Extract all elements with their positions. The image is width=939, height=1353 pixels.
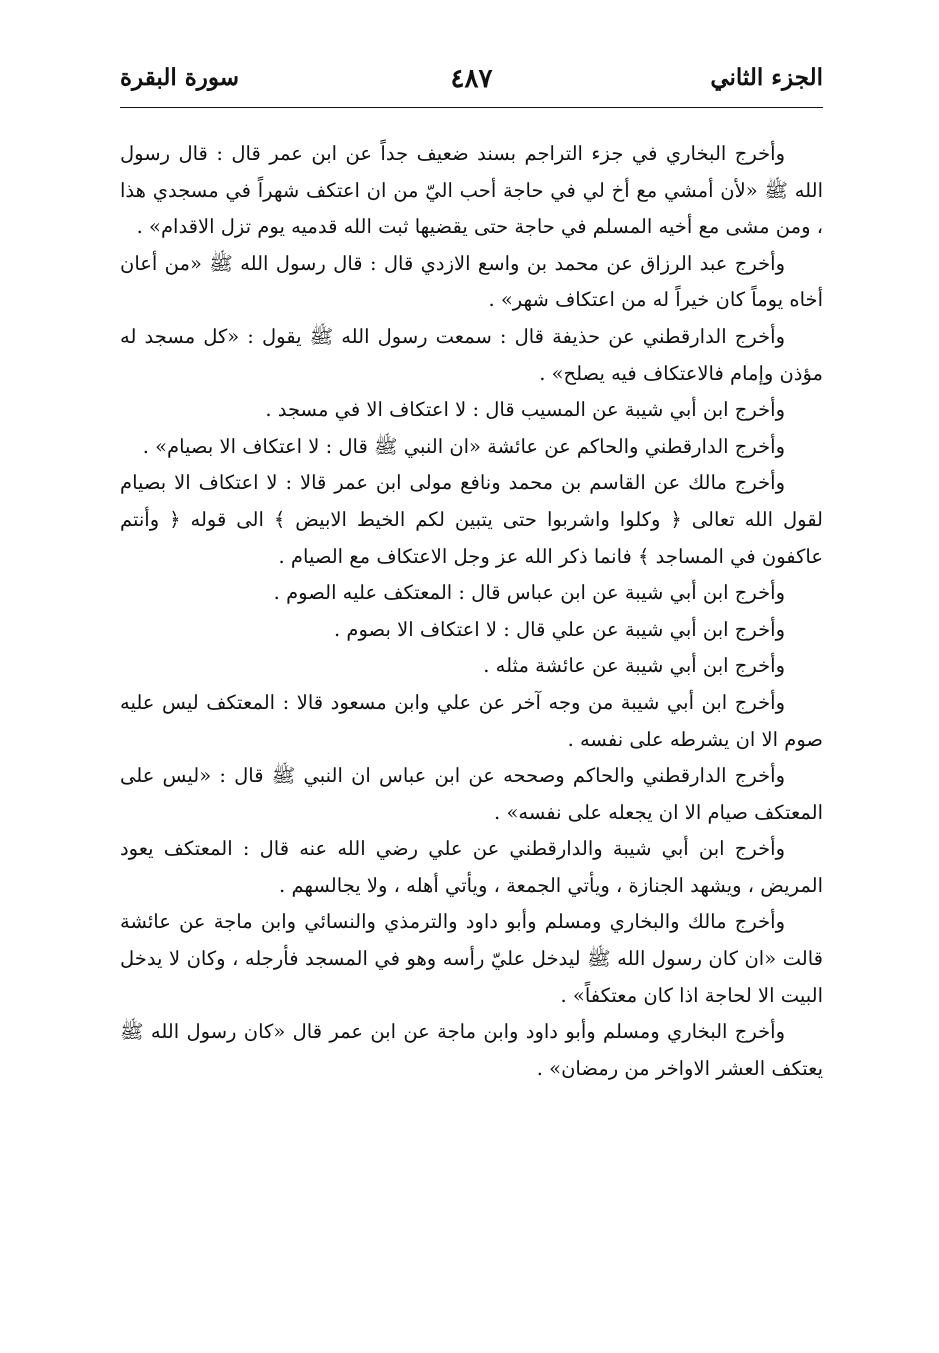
paragraph: وأخرج الدارقطني والحاكم وصححه عن ابن عباس ان النبي ﷺ قال : «ليس على المعتكف صيام الا ان يجعله على نفسه» . [120,764,823,824]
paragraph: وأخرج ابن أبي شيبة والدارقطني عن علي رضي الله عنه قال : المعتكف يعود المريض ، ويشهد الجنازة ، ويأتي الجمعة ، ويأتي أهله ، ولا يجالسهم . [120,837,823,897]
paragraph: وأخرج ابن أبي شيبة عن علي قال : لا اعتكاف الا بصوم . [334,617,785,641]
paragraph: وأخرج ابن أبي شيبة عن عائشة مثله . [483,654,785,678]
part-title: الجزء الثاني [710,64,823,91]
paragraph: وأخرج عبد الرزاق عن محمد بن واسع الازدي قال : قال رسول الله ﷺ «من أعان أخاه يوماً كان خيراً له من اعتكاف شهر» . [120,251,823,312]
paragraph: وأخرج ابن أبي شيبة من وجه آخر عن علي وابن مسعود قالا : المعتكف ليس عليه صوم الا ان يشرطه على نفسه . [120,690,823,751]
paragraph: وأخرج الدارقطني عن حذيفة قال : سمعت رسول الله ﷺ يقول : «كل مسجد له مؤذن وإمام فالاعتكاف فيه يصلح» . [120,324,823,385]
paragraph: وأخرج البخاري ومسلم وأبو داود وابن ماجة عن ابن عمر قال «كان رسول الله ﷺ يعتكف العشر الاواخر من رمضان» . [120,1020,823,1080]
running-head [120,64,823,104]
paragraph: وأخرج ابن أبي شيبة عن ابن عباس قال : المعتكف عليه الصوم . [273,581,785,605]
surah-title: سورة البقرة [120,64,240,91]
paragraph: وأخرج الدارقطني والحاكم عن عائشة «ان النبي ﷺ قال : لا اعتكاف الا بصيام» . [142,434,785,458]
main-text [120,136,823,1087]
header-divider [120,107,823,108]
paragraph: وأخرج ابن أبي شيبة عن المسيب قال : لا اعتكاف الا في مسجد . [265,398,785,422]
paragraph: وأخرج مالك عن القاسم بن محمد ونافع مولى ابن عمر قالا : لا اعتكاف الا بصيام لقول الله تعالى ﴿ وكلوا واشربوا حتى يتبين لكم الخيط الابيض ﴾ الى قوله ﴿ وأنتم عاكفون في المساجد ﴾ فانما ذكر الله عز وجل الاعتكاف مع الصيام . [120,471,823,568]
paragraph: وأخرج مالك والبخاري ومسلم وأبو داود والترمذي والنسائي وابن ماجة عن عائشة قالت «ان كان رسول الله ﷺ ليدخل عليّ رأسه وهو في المسجد فأرجله ، وكان لا يدخل البيت الا لحاجة اذا كان معتكفاً» . [120,910,823,1007]
page-number: ٤٨٧ [450,64,493,94]
paragraph: وأخرج البخاري في جزء التراجم بسند ضعيف جداً عن ابن عمر قال : قال رسول الله ﷺ «لأن أمشي مع أخ لي في حاجة أحب اليّ من ان اعتكف شهراً في مسجدي هذا ، ومن مشى مع أخيه المسلم في حاجة حتى يقضيها ثبت الله قدميه يوم تزل الاقدام» . [120,142,823,239]
